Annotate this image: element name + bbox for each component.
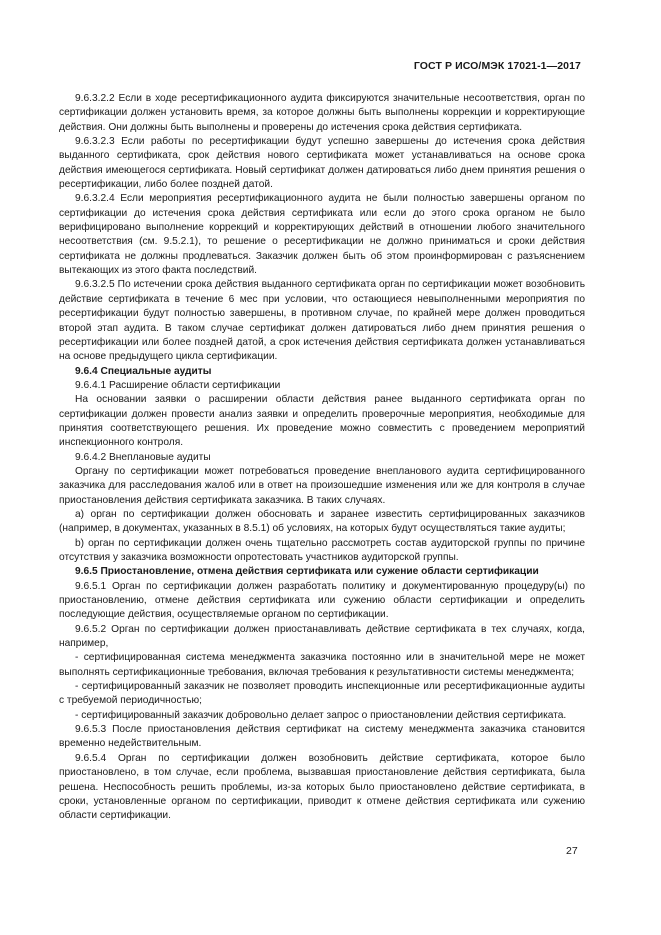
document-body [59, 92, 585, 824]
paragraph-9-6-5-3: 9.6.5.3 После приостановления действия сертификат на систему менеджмента заказчика становится временно недействительным. [59, 724, 585, 750]
subheading-scope-extension: 9.6.4.1 Расширение области сертификации [75, 379, 281, 391]
subheading-unplanned-audits: 9.6.4.2 Внеплановые аудиты [75, 451, 211, 463]
page-number: 27 [566, 845, 578, 857]
paragraph-9-6-5-1: 9.6.5.1 Орган по сертификации должен разработать политику и документированную процедуру(ы) по приостановлению, отмене действия сертификата или сужению области сертификации и определить последующие действия, осуществляемые органом по сертификации. [59, 580, 585, 621]
paragraph-9-6-3-2-5: 9.6.3.2.5 По истечении срока действия выданного сертификата орган по сертификации может возобновить действие сертификата в течение 6 мес при условии, что остающиеся невыполненными мероприятия по ресертификации будут полностью завершены, в противном случае, по крайней мере должен проводиться второй этап аудита. В таком случае сертификат должен датироваться либо днем принятия решения о ресертификации или более поздней датой, а срок истечения действия сертификата должен устанавливаться на основе предыдущего цикла сертификации. [59, 279, 585, 363]
dash-item-2: - сертифицированный заказчик не позволяет проводить инспекционные или ресертификационные аудиты с требуемой периодичностью; [59, 681, 585, 707]
paragraph-9-6-5-2: 9.6.5.2 Орган по сертификации должен приостанавливать действие сертификата в тех случаях, когда, например, [59, 623, 585, 650]
paragraph-scope-extension: На основании заявки о расширении области действия ранее выданного сертификата орган по сертификации должен провести анализ заявки и определить проверочные мероприятия, необходимые для принятия соответствующего решения. Их проведение можно совместить с проведением мероприятий инспекционного контроля. [59, 394, 585, 449]
paragraph-9-6-5-4: 9.6.5.4 Орган по сертификации должен возобновить действие сертификата, которое было приостановлено, в том случае, если проблема, вызвавшая приостановление действия сертификата, была решена. Неспособность решить проблемы, из-за которых было приостановлено действие сертификата, в сроки, установленные органом по сертификации, приводит к отмене действия сертификата или сужению области сертификации. [59, 752, 585, 822]
heading-special-audits: 9.6.4 Специальные аудиты [75, 365, 212, 377]
paragraph-9-6-3-2-2: 9.6.3.2.2 Если в ходе ресертификационного аудита фиксируются значительные несоответствия, орган по сертификации должен установить время, за которое должны быть выполнены коррекции и корректирующие действия. Они должны быть выполнены и проверены до истечения срока действия сертификата. [59, 93, 585, 133]
list-item-b: b) орган по сертификации должен очень тщательно рассмотреть состав аудиторской группы по причине отсутствия у заказчика возможности опротестовать участников аудиторской группы. [59, 537, 585, 563]
heading-suspension: 9.6.5 Приостановление, отмена действия сертификата или сужение области сертификации [75, 566, 539, 578]
paragraph-unplanned-audits: Органу по сертификации может потребоваться проведение внепланового аудита сертифицированного заказчика для расследования жалоб или в ответ на произошедшие изменения или же для контроля в случае приостановления действия сертификата заказчика. В таких случаях. [59, 465, 585, 506]
standard-header: ГОСТ Р ИСО/МЭК 17021-1—2017 [413, 60, 581, 72]
dash-item-1: - сертифицированная система менеджмента заказчика постоянно или в значительной мере не может выполнять сертификационные требования, включая требования к результативности системы менеджмента; [59, 652, 585, 678]
list-item-a: a) орган по сертификации должен обосновать и заранее известить сертифицированных заказчиков (например, в документах, указанных в 8.5.1) об условиях, на которых будут осуществляться такие аудиты; [59, 508, 585, 535]
paragraph-9-6-3-2-4: 9.6.3.2.4 Если мероприятия ресертификационного аудита не были полностью завершены органом по сертификации до истечения срока действия сертификата или если до этого срока органом не было верифицировано выполнение коррекций и корректирующих действий в отношении любого значительного несоответствия (см. 9.5.2.1), то решение о ресертификации не должно приниматься и сроки действия сертификата не должны продлеваться. Заказчик должен быть об этом проинформирован с разъяснением вытекающих из этого факта последствий. [59, 193, 585, 277]
dash-item-3: - сертифицированный заказчик добровольно делает запрос о приостановлении действия сертификата. [75, 709, 567, 721]
paragraph-9-6-3-2-3: 9.6.3.2.3 Если работы по ресертификации будут успешно завершены до истечения срока действия выданного сертификата, срок действия нового сертификата может устанавливаться на основе срока действия имеющегося сертификата. Новый сертификат должен датироваться либо днем принятия решения о ресертификации, либо более поздней датой. [59, 136, 585, 191]
